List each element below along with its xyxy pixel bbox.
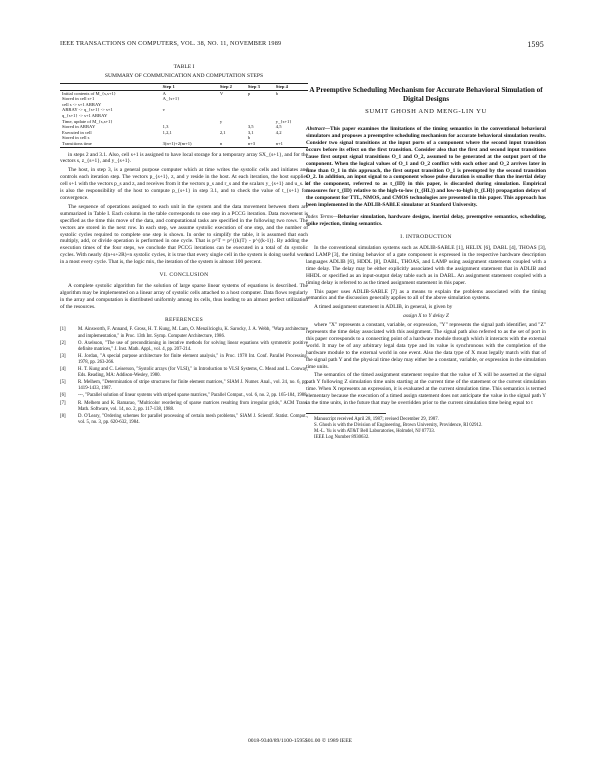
intro-paragraph: This paper uses ADLIB-SABLE [7] as a means to explain the problems associated with the timing semantics and the discussion generally applies to all of the above simulation systems. <box>306 288 546 302</box>
reference-item <box>60 414 308 426</box>
table-cell: q_{s+1} -> s+1 ARRAY <box>62 112 108 118</box>
body-paragraph: The semantics of the timed assignment statement require that the value of X will be asserted at the signal path Y following Z simulation time units starting at the current time of the statement or the current simulation time. When X represents an expression, it is evaluated at the current simulation time. This semantics is termed elementary because the execution of a timed assign statement does not anticipate the value in the signal path Y in the time units, in the future that may be overridden prior to the current simulation time being equal to t <box>306 372 546 407</box>
table-cell: 3,5 <box>247 124 254 130</box>
table-cell: p <box>247 90 251 96</box>
reference-text: O. Axelsson, "The use of preconditioning in iterative methods for solving linear equations with symmetric positive definite matrices," J. Inst. Math. Appl., vol. 4, pp. 207-214. <box>78 340 308 352</box>
table-cell: b <box>247 135 251 141</box>
table-cell: Initial contents of M_{s,s+1} <box>62 90 116 96</box>
body-paragraph: The sequence of operations assigned to each unit in the system and the data movement between them are summarized in Table I. Each column in the table corresponds to one step in a PCCG iteration. Data movement is specified as the time this move of the data, and computational tasks are specified in the following two rows. The vectors are stored in the next row. In each step, we assume systolic execution of one step, and the number of systolic cycles required to complete one step is shown. In order to simplify the table, it is assumed that each multiply, add, or divide operation is performed in one cycle. That is p^T = p^{(k)T} - p^{(k-1)}. By adding the execution times of the four steps, we conclude that PCCG iterations can be executed in a total of 4n systolic cycles. With nearly 4(n+s+2R)+n systolic cycles, it is true that every single cell in the system is doing useful work in a most every cycle. That is, the logic mix, the iteration of the system is almost 100 percent. <box>60 203 308 266</box>
table-header-row <box>60 84 308 91</box>
footnote-divider <box>306 413 386 414</box>
table-cell: Stored in cell s+1 <box>62 96 95 102</box>
table-caption: SUMMARY OF COMMUNICATION AND COMPUTATION STEPS <box>104 73 264 79</box>
reference-number: [7] <box>60 400 66 406</box>
reference-text: H. Jordan, "A special purpose architecture for finite element analysis," in Proc. 1978 Int. Conf. Parallel Processing, 1978, pp. 263-266. <box>78 353 308 365</box>
paper-authors: SUMIT GHOSH AND MENG-LIN YU <box>365 108 487 116</box>
table-cell: Stored in cell s <box>62 135 90 141</box>
table-row <box>60 141 308 147</box>
table-cell: n+3 <box>247 140 255 146</box>
reference-number: [4] <box>60 367 66 373</box>
reference-item <box>60 380 308 392</box>
footnote: IEEE Log Number 8930632. <box>314 435 370 441</box>
table-cell: A <box>162 90 166 96</box>
table-cell: y_{s+1} <box>275 118 292 124</box>
abstract-text: This paper examines the limitations of the timing semantics in the conventional behavioral simulators and proposes a preemptive scheduling mechanism for accurate behavioral simulation results. Consider two signal transitions at the input ports of a component where the second input transition occurs before its effect on the first transition. Consider also that the first and second input transitions cause first output signal transitions O_1 and O_2, assumed to be generated at the output port of the component. When the logical values of O_1 and O_2 conflict with each other and O_2 arrives later in time than O_1 in this approach, the first output transition O_1 is preempted by the second transition O_2. In addition, an input signal to a component whose pulse duration is smaller than the inertial delay of the component, referred to as t_{ID} in this paper, is discarded during simulation. Empirical measures for t_{ID} relative to the high-to-low (t_{HL}) and low-to-high (t_{LH}) propagation delays of the component for TTL, NMOS, and CMOS technologies are presented in this paper. This approach has been implemented in the ADLIB-SABLE simulator at Stanford University. <box>306 126 546 209</box>
reference-item <box>60 327 308 339</box>
table-cell: ARRAY -> q_{s+1} -> s+1 <box>62 107 113 113</box>
reference-item <box>60 354 308 366</box>
intro-heading: I. INTRODUCTION <box>400 234 452 241</box>
body-paragraph: The host, in step 3, is a general purpose computer which at time writes the systolic cells and initiates and controls each iteration step. The vectors p_{s+1}, z, and y reside in the host. At each iteration, the host supplies cell s+1 with the vectors p_s and z, and receives from it the vectors p_s and r_s and the scalars y_{s+1} and u_s. It is also the responsibility of the host to compute p_{s+1} in step 3.1, and to check the value of t_{s+1} for convergence. <box>60 167 308 201</box>
references-heading: REFERENCES <box>164 316 204 323</box>
table-cell: 4,5 <box>275 124 282 130</box>
page-number: 1595 <box>527 40 544 49</box>
table-cell: A_{s+1} <box>162 96 180 102</box>
table-label: TABLE I <box>173 64 195 70</box>
table-header-cell: Step 1 <box>162 84 175 89</box>
table-cell: v <box>162 107 165 113</box>
table-cell: 4,2 <box>275 129 282 135</box>
table-cell: n <box>219 140 223 146</box>
reference-text: R. Melhem and K. Ramarao, "Multicolor reordering of sparse matrices resulting from irregular grids," ACM Trans. Math. Software, vol. 14, no. 2, pp. 117-138, 1988. <box>78 400 308 412</box>
reference-number: [5] <box>60 380 66 386</box>
journal-header: IEEE TRANSACTIONS ON COMPUTERS, VOL. 38, NO. 11, NOVEMBER 1989 <box>60 40 282 47</box>
reference-item <box>60 401 308 413</box>
reference-number: [1] <box>60 327 66 333</box>
table-cell: Stored in ARRAY <box>62 124 96 130</box>
abstract-label: Abstract— <box>306 126 330 133</box>
table-cell: n+1 <box>275 140 283 146</box>
intro-paragraph: A timed assignment statement in ADLIB, in general, is given by <box>314 304 453 311</box>
table-cell: 1,2,1 <box>162 129 172 135</box>
index-terms <box>306 214 546 228</box>
reference-text: D. O'Leary, "Ordering schemes for parallel processing of certain mesh problems," SIAM J. Scientif. Statist. Comput., vol. 5, no. 3, pp. 620-632, 1984. <box>78 413 308 425</box>
table-header-cell: Step 2 <box>219 84 232 89</box>
assign-statement: assign X to Y delay Z <box>403 313 449 320</box>
reference-item <box>60 367 308 379</box>
reference-list <box>60 327 308 425</box>
table-header-cell <box>60 84 161 91</box>
table-header-cell: Step 4 <box>275 84 288 89</box>
reference-text: ---, "Parallel solution of linear systems with striped sparse matrices," Parallel Comput., vol. 6, no. 2, pp. 165-184, 1988. <box>78 393 308 399</box>
index-terms-label: Index Terms— <box>306 214 338 221</box>
table-cell: V <box>219 90 224 96</box>
abstract <box>306 126 546 209</box>
reference-number: [8] <box>60 413 66 419</box>
table-cell: b <box>275 90 279 96</box>
paper-title: A Preemptive Scheduling Mechanism for Accurate Behavioral Simulation of Digital Designs <box>309 86 543 103</box>
summary-table <box>60 83 308 148</box>
table-cell: 1,3 <box>162 124 169 130</box>
intro-paragraph: In the conventional simulation systems such as ADLIB-SABLE [1], HELIX [6], DABL [4], THOAS [3], and LAMP [3], the timing behavior of a gate component is expressed in the respective hardware description languages ADLIB [6], HDDL [8], DABL, THOAS, and LAMP using assignment statements coupled with a time delay. The delay may be either explicitly associated with the assignment statement that in ADLIB and HHDL or specified as an input-output delay table such as in DABL. An assignment statement coupled with a timing delay is referred to as the timed assignment statement in this paper. <box>306 245 546 286</box>
right-column <box>306 62 546 441</box>
reference-text: R. Melhem, "Determination of stripe structures for finite element matrices," SIAM J. Numer. Anal., vol. 24, no. 6, pp. 1419-1433, 1987. <box>78 380 308 392</box>
reference-text: H. T. Kung and C. Leiserson, "Systolic arrays (for VLSI)," in Introduction to VLSI Systems, C. Mead and L. Conway, Eds. Reading, MA: Addison-Wesley, 1980. <box>78 367 308 379</box>
table-cell: cell s -> s+1 ARRAY <box>62 101 102 107</box>
reference-number: [2] <box>60 340 66 346</box>
table-cell: y <box>219 118 223 124</box>
left-column <box>60 62 308 427</box>
index-terms-text: Behavior simulation, hardware designs, inertial delay, preemptive semantics, scheduling, spike rejection, timing semantics. <box>306 214 546 228</box>
reference-item <box>60 393 308 399</box>
footnote: M.-L. Yu is with AT&T Bell Laboratories, Holmdel, NJ 07733. <box>314 429 435 435</box>
table-cell: 3(n+1)+2(m+1) <box>162 140 192 146</box>
table-cell: Transitions time <box>62 140 92 146</box>
table-cell: Time, update of M_{s,s+1} <box>62 118 113 124</box>
table-cell: 2,1 <box>219 129 226 135</box>
footnote: Manuscript received April 28, 1987; revised December 29, 1987. <box>314 417 439 423</box>
footnote: S. Ghosh is with the Division of Engineering, Brown University, Providence, RI 02912. <box>314 423 483 429</box>
body-paragraph: where "X" represents a constant, variable, or expression, "Y" represents the signal path identifier, and "Z" represents the time delay associated with this assignment. The signal path also referred to as the set of port in this paper corresponds to a connecting point of a hardware module through which it interacts with the external world. It may be of any arbitrary legal data type and its value is synchronous with the completion of the hardware module to the external world in one event. Also the data type of X must legally match with that of the signal path Y and the physical time delay may either be a constant, variable, or expression in the simulation time units. <box>306 322 546 370</box>
conclusion-text: A complete systolic algorithm for the solution of large sparse linear systems of equations is described. The algorithm may be implemented on a linear array of systolic cells attached to a host computer. Data flows regularly in the array and computation is distributed uniformly among its cells, thus leading to an almost perfect utilization of the resources. <box>60 282 308 310</box>
conclusion-heading: VI. CONCLUSION <box>159 272 209 279</box>
reference-number: [3] <box>60 353 66 359</box>
page-header <box>60 40 544 52</box>
table-cell: 3,1 <box>247 129 254 135</box>
table-header-cell: Step 3 <box>247 84 260 89</box>
reference-item <box>60 341 308 353</box>
reference-text: M. Ainsworth, F. Annand, F. Gross, H. T. Kung, M. Lam, O. Menzilcioglu, K. Sarocky, J. A. Webb, "Warp architecture and implementation," in Proc. 13th Int. Symp. Computer Architecture, 1986. <box>78 327 308 339</box>
copyright-footer: 0018-9340/89/1100-1595$01.00 © 1989 IEEE <box>247 738 353 744</box>
table-cell: Executed in cell <box>62 129 92 135</box>
reference-number: [6] <box>60 393 66 399</box>
body-paragraph: in steps 2 and 3.1. Also, cell s+1 is assigned to have local storage for a temporary array SX_{s+1}, and for the vectors s, z_{s+1}, and y_{s+1}. <box>60 151 308 165</box>
